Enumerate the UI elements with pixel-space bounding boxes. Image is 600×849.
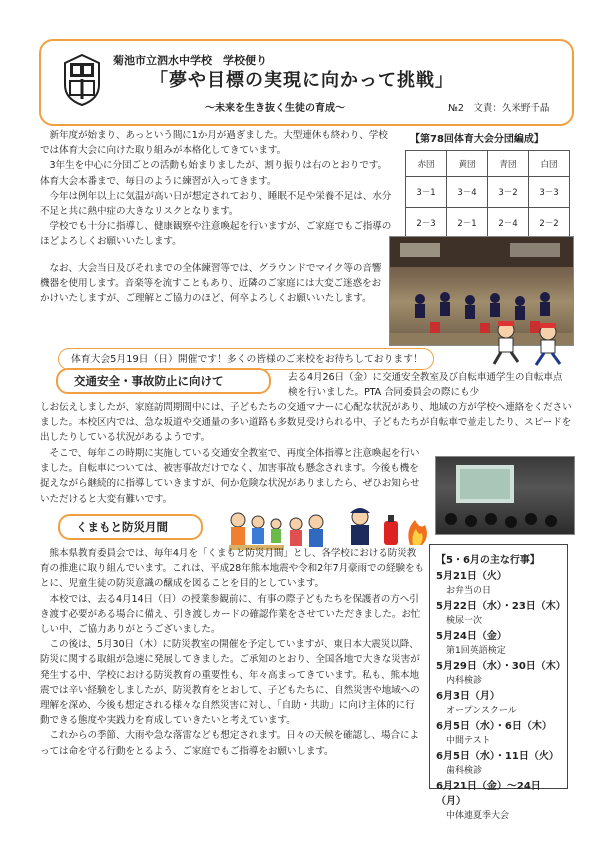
school-logo bbox=[62, 53, 102, 107]
intro-paragraph: なお、大会当日及びそれまでの全体練習等では、グラウンドでマイク等の音響機器を使用します。音楽等を流すこともあり、近隣のご家庭には大変ご迷惑をおかけいたしますが、ご理解とご協力のほど、何卒よろしくお願いいたします。 bbox=[40, 263, 382, 305]
traffic-paragraph: しお伝えしましたが、家庭訪問期間中には、子どもたちの交通マナーに心配な状況があり、地域の方が学校へ連絡をくださいました。本校区内では、急な坂道や交通量の多い道路も多数見受けられる中、子どもたちが自転車で並走したり、スピードを出したりしている状況があるようです。 bbox=[40, 402, 572, 444]
schedule-date: 5月22日（水）・23日（木） bbox=[436, 601, 566, 612]
schedule-item bbox=[436, 659, 566, 689]
intro-text bbox=[40, 128, 396, 250]
intro-paragraph: 今年は例年以上に気温が高い日が想定されており、睡眠不足や栄養不足は、水分不足と共に熱中症の大きなリスクとなります。 bbox=[40, 190, 392, 218]
table-cell: 3－4 bbox=[447, 177, 488, 208]
schedule-box bbox=[429, 544, 568, 821]
intro-paragraph: 3年生を中心に分団ごとの活動も始まりましたが、割り振りは右のとおりです。体育大会本番まで、毎日のように練習が入ってきます。 bbox=[40, 160, 388, 187]
schedule-date: 6月5日（水）・11日（火） bbox=[436, 751, 559, 762]
table-header-cell: 黄団 bbox=[447, 151, 488, 177]
school-name: 菊池市立泗水中学校 学校便り bbox=[113, 54, 267, 67]
disaster-paragraph: この後は、5月30日（木）に防災教室の開催を予定していますが、東日本大震災以降、防災に関する取組が急速に発展してきました。ご承知のとおり、全国各地で大きな災害が発生する中、学校における防災教育の重要性も、年々高まってきています。私も、熊本地震では辛い経験をしましたが、防災教育をとおして、子どもたちに、自然災害や地域への理解を深め、今後も想定される様々な自然災害に対し、「自助・共助」に向け主体的に行動できる態度や実践力を育成していきたいと考えています。 bbox=[40, 639, 420, 727]
schedule-event: 中間テスト bbox=[446, 736, 491, 746]
table-row bbox=[406, 177, 570, 208]
disaster-paragraph: 本校では、去る4月14日（日）の授業参観前に、有事の際子どもたちを保護者の方へ引き渡す必要がある場合に備え、引き渡しカードの確認作業をさせていただきました。お忙しい中、ご協力ありがとうございました。 bbox=[40, 593, 421, 636]
traffic-class-photo bbox=[435, 456, 575, 535]
intro-paragraph: 新年度が始まり、あっという間に1か月が過ぎました。大型連休も終わり、学校では体育大会に向けた取り組みが本格化してきています。 bbox=[40, 130, 388, 157]
disaster-prevention-heading: くまもと防災月間 bbox=[58, 514, 203, 540]
schedule-item bbox=[436, 629, 561, 659]
traffic-lead: 去る4月26日（金）に交通安全教室及び自転車通学生の自転車点検を行いました。PTA 合同委員会の際にも少 bbox=[288, 372, 563, 399]
table-header-cell: 白団 bbox=[529, 151, 570, 177]
schedule-date: 5月24日（金） bbox=[436, 631, 507, 642]
traffic-text bbox=[40, 400, 572, 446]
schedule-event: 第1回英語検定 bbox=[446, 646, 506, 656]
schedule-item bbox=[436, 599, 566, 629]
newsletter-title: 「夢や目標の実現に向かって挑戦」 bbox=[150, 70, 454, 91]
schedule-title: 【5・6月の主な行事】 bbox=[436, 555, 540, 566]
schedule-event: 中体連夏季大会 bbox=[446, 811, 510, 821]
schedule-event: 歯科検診 bbox=[446, 766, 483, 776]
table-cell: 3－2 bbox=[488, 177, 529, 208]
schedule-date: 6月3日（月） bbox=[436, 691, 500, 702]
table-header-row bbox=[406, 151, 570, 177]
schedule-item bbox=[436, 749, 561, 779]
schedule-date: 6月5日（水）・6日（木） bbox=[436, 721, 552, 732]
issue-info: №2 文責：久米野千晶 bbox=[448, 103, 550, 114]
schedule-date: 6月21日（金）～24日（月） bbox=[436, 781, 541, 807]
intro-text-2 bbox=[40, 261, 385, 307]
table-cell: 2－2 bbox=[529, 208, 570, 239]
table-cell: 3－3 bbox=[529, 177, 570, 208]
disaster-text bbox=[40, 546, 424, 759]
runners-illustration-icon bbox=[486, 320, 572, 368]
intro-paragraph: 学校でも十分に指導し、健康観察や注意喚起を行いますが、ご家庭でもご指導のほどよろしくお願いいたします。 bbox=[40, 221, 392, 248]
table-cell: 2－3 bbox=[406, 208, 447, 239]
schedule-item bbox=[436, 779, 561, 824]
disaster-paragraph: これからの季節、大雨や急な落雷なども想定されます。日々の天候を確認し、場合によっては命を守る行動をとるよう、ご家庭でもご指導をお願いします。 bbox=[40, 730, 419, 757]
schedule-event: 検尿一次 bbox=[446, 616, 483, 626]
traffic-text-2 bbox=[40, 446, 428, 507]
table-header-cell: 赤団 bbox=[406, 151, 447, 177]
table-cell: 3－1 bbox=[406, 177, 447, 208]
sports-day-callout: 体育大会5月19日（日）開催です！多くの皆様のご来校をお待ちしております！ bbox=[58, 348, 434, 370]
schedule-date: 5月21日（火） bbox=[436, 571, 507, 582]
table-header-cell: 青団 bbox=[488, 151, 529, 177]
newsletter-subtitle: ～未来を生き抜く生徒の育成～ bbox=[205, 103, 345, 114]
firefighter-illustration-icon bbox=[340, 505, 430, 550]
table-cell: 2－4 bbox=[488, 208, 529, 239]
schedule-event: 内科検診 bbox=[446, 676, 483, 686]
schedule-date: 5月29日（水）・30日（木） bbox=[436, 661, 566, 672]
schedule-item bbox=[436, 719, 561, 749]
schedule-event: お弁当の日 bbox=[446, 586, 492, 596]
table-cell: 2－1 bbox=[447, 208, 488, 239]
schedule-event: オープンスクール bbox=[446, 706, 517, 716]
schedule-item bbox=[436, 569, 561, 599]
schedule-item bbox=[436, 689, 561, 719]
disaster-paragraph: 熊本県教育委員会では、毎年4月を「くまもと防災月間」とし、各学校における防災教育の推進に取り組んでいます。これは、平成28年熊本地震や令和2年7月豪雨での経験をもとに、児童生徒の防災意識の醸成を図ることを目的としています。 bbox=[40, 548, 425, 590]
table-row bbox=[406, 208, 570, 239]
team-table-title: 【第78回体育大会分団編成】 bbox=[410, 134, 544, 145]
traffic-safety-heading: 交通安全・事故防止に向けて bbox=[56, 368, 271, 394]
traffic-paragraph: そこで、毎年この時期に実施している交通安全教室で、再度全体指導と注意喚起を行いました。自転車については、被害事故だけでなく、加害事故も懸念されます。今後も機を捉えながら継続的に指導していきますが、何か危険な状況がありましたら、ぜひお知らせいただけると大変有難いです。 bbox=[40, 448, 420, 505]
